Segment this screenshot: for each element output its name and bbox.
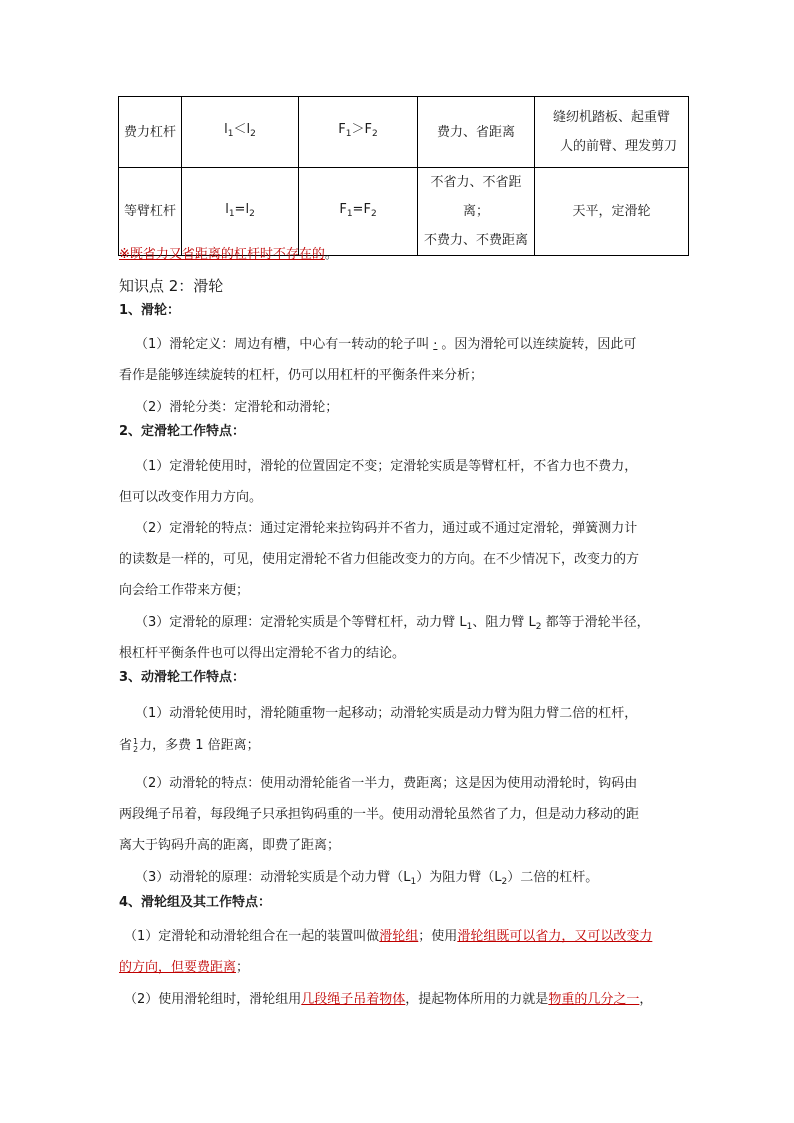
examples-cell: 天平，定滑轮 (535, 168, 689, 256)
paragraph-line: （3）动滑轮的原理：动滑轮实质是个动力臂$(L_1)$为阻力臂$(L_2)$二倍的杠杆。 (135, 870, 599, 887)
paragraph-line: 离大于钩码升高的距离，即费了距离； (119, 838, 341, 853)
lever-type-cell: 等臂杠杆 (119, 168, 182, 256)
subsection-title: 1、滑轮： (119, 303, 181, 318)
paragraph-line: （1）滑轮定义：周边有槽，中心有一转动的轮子叫 · 。因为滑轮可以连续旋转，因此可 (135, 337, 637, 352)
examples-cell: 缝纫机踏板、起重臂 人的前臂、理发剪刀 (535, 97, 689, 168)
lever-type-cell: 费力杠杆 (119, 97, 182, 168)
note-text: ※既省力又省距离的杠杆时不存在的。 (119, 247, 338, 262)
paragraph-line: 但可以改变作用力方向。 (119, 490, 263, 505)
paragraph-line: （2）滑轮分类：定滑轮和动滑轮； (135, 400, 339, 415)
paragraph-line: 根杠杆平衡条件也可以得出定滑轮不省力的结论。 (119, 646, 406, 661)
paragraph-line: 的方向，但要费距离； (119, 960, 250, 975)
subsection-title: 3、动滑轮工作特点： (119, 670, 246, 685)
paragraph-line: （1）定滑轮使用时，滑轮的位置固定不变；定滑轮实质是等臂杠杆，不省力也不费力， (135, 459, 638, 474)
paragraph-line: （2）使用滑轮组时，滑轮组用几段绳子吊着物体，提起物体所用的力就是物重的几分之一， (124, 992, 653, 1007)
force-relation-cell: $F_1=F_2$ (299, 168, 418, 256)
subsection-title: 2、定滑轮工作特点： (119, 424, 246, 439)
paragraph-line: （1）动滑轮使用时，滑轮随重物一起移动；动滑轮实质是动力臂为阻力臂二倍的杠杆， (135, 706, 638, 721)
paragraph-line: 省 1 2 力，多费 1 倍距离； (119, 736, 260, 754)
paragraph-line: 的读数是一样的，可见，使用定滑轮不省力但能改变力的方向。在不少情况下，改变力的方 (119, 552, 640, 567)
arm-relation-cell: $l_1<l_2$ (182, 97, 299, 168)
table-row (119, 168, 689, 256)
paragraph-line: 看作是能够连续旋转的杠杆，仍可以用杠杆的平衡条件来分析； (119, 368, 484, 383)
section-title: 知识点 2：滑轮 (119, 277, 224, 295)
paragraph-line: （1）定滑轮和动滑轮组合在一起的装置叫做滑轮组；使用滑轮组既可以省力，又可以改变力 (124, 929, 653, 944)
subsection-title: 4、滑轮组及其工作特点： (119, 895, 272, 910)
table-row (119, 97, 689, 168)
paragraph-line: 向会给工作带来方便； (119, 583, 250, 598)
feature-cell: 不省力、不省距离； 不费力、不费距离 (418, 168, 535, 256)
arm-relation-cell: $l_1=l_2$ (182, 168, 299, 256)
paragraph-line: （3）定滑轮的原理：定滑轮实质是个等臂杠杆，动力臂 $L_1$、阻力臂 $L_2$ 都等于滑轮半径， (135, 615, 650, 632)
paragraph-line: （2）动滑轮的特点：使用动滑轮能省一半力，费距离；这是因为使用动滑轮时，钩码由 (135, 776, 638, 791)
feature-cell: 费力、省距离 (418, 97, 535, 168)
fraction-one-half: 1 2 (133, 736, 139, 754)
lever-table (118, 96, 689, 256)
force-relation-cell: $F_1>F_2$ (299, 97, 418, 168)
paragraph-line: （2）定滑轮的特点：通过定滑轮来拉钩码并不省力，通过或不通过定滑轮，弹簧测力计 (135, 521, 638, 536)
paragraph-line: 两段绳子吊着，每段绳子只承担钩码重的一半。使用动滑轮虽然省了力，但是动力移动的距 (119, 807, 640, 822)
